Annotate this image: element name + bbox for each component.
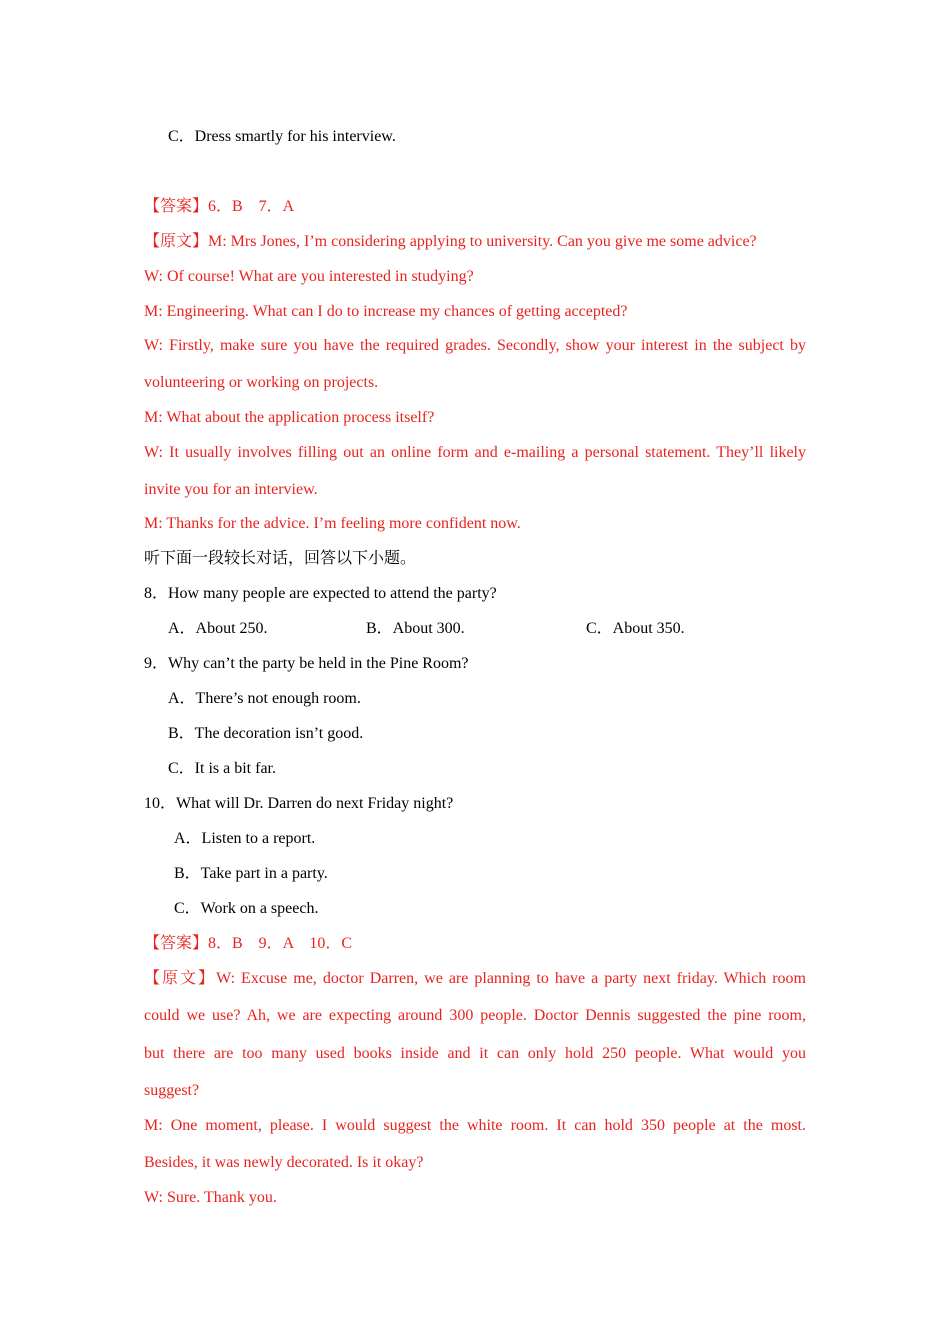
question-stem: 9．Why can’t the party be held in the Pine Room?	[144, 655, 469, 672]
question-stem: 10．What will Dr. Darren do next Friday night?	[144, 795, 454, 812]
transcript-line: invite you for an interview.	[144, 481, 318, 498]
transcript-line: W: Of course! What are you interested in studying?	[144, 268, 474, 285]
option-c: C．It is a bit far.	[168, 760, 276, 777]
answer-6-7: 【答案】6．B 7．A	[144, 198, 295, 215]
question-stem: 8．How many people are expected to attend the party?	[144, 585, 497, 602]
transcript-line: M: One moment, please. I would suggest the white room. It can hold 350 people at the most.	[144, 1117, 806, 1134]
q7-option-c: C．Dress smartly for his interview.	[168, 128, 396, 145]
option-a: A．There’s not enough room.	[168, 690, 361, 707]
transcript-line: M: Thanks for the advice. I’m feeling more confident now.	[144, 515, 521, 532]
transcript-line: W: It usually involves filling out an online form and e-mailing a personal statement. They’ll likely	[144, 444, 806, 461]
transcript-line: M: What about the application process itself?	[144, 409, 435, 426]
transcript-line: but there are too many used books inside and it can only hold 250 people. What would you	[144, 1045, 806, 1062]
transcript-line: M: Engineering. What can I do to increase my chances of getting accepted?	[144, 303, 628, 320]
transcript-line: 【原文】W: Excuse me, doctor Darren, we are planning to have a party next friday. Which room	[144, 970, 806, 987]
transcript-line: could we use? Ah, we are expecting around 300 people. Doctor Dennis suggested the pine room,	[144, 1007, 806, 1024]
transcript-line: W: Firstly, make sure you have the required grades. Secondly, show your interest in the subject by	[144, 337, 806, 354]
option-b: B．About 300.	[366, 620, 465, 637]
transcript-line: Besides, it was newly decorated. Is it okay?	[144, 1154, 424, 1171]
option-c: C．About 350.	[586, 620, 685, 637]
option-c: C．Work on a speech.	[174, 900, 319, 917]
transcript-line: 【原文】M: Mrs Jones, I’m considering applying to university. Can you give me some advice?	[144, 233, 757, 250]
answer-8-10: 【答案】8．B 9．A 10．C	[144, 935, 353, 952]
option-a: A．About 250.	[168, 620, 268, 637]
transcript-line: volunteering or working on projects.	[144, 374, 379, 391]
option-a: A．Listen to a report.	[174, 830, 316, 847]
transcript-line: suggest?	[144, 1082, 200, 1099]
section-instruction: 听下面一段较长对话，回答以下小题。	[144, 550, 417, 567]
option-b: B．The decoration isn’t good.	[168, 725, 364, 742]
option-b: B．Take part in a party.	[174, 865, 328, 882]
transcript-line: W: Sure. Thank you.	[144, 1189, 277, 1206]
